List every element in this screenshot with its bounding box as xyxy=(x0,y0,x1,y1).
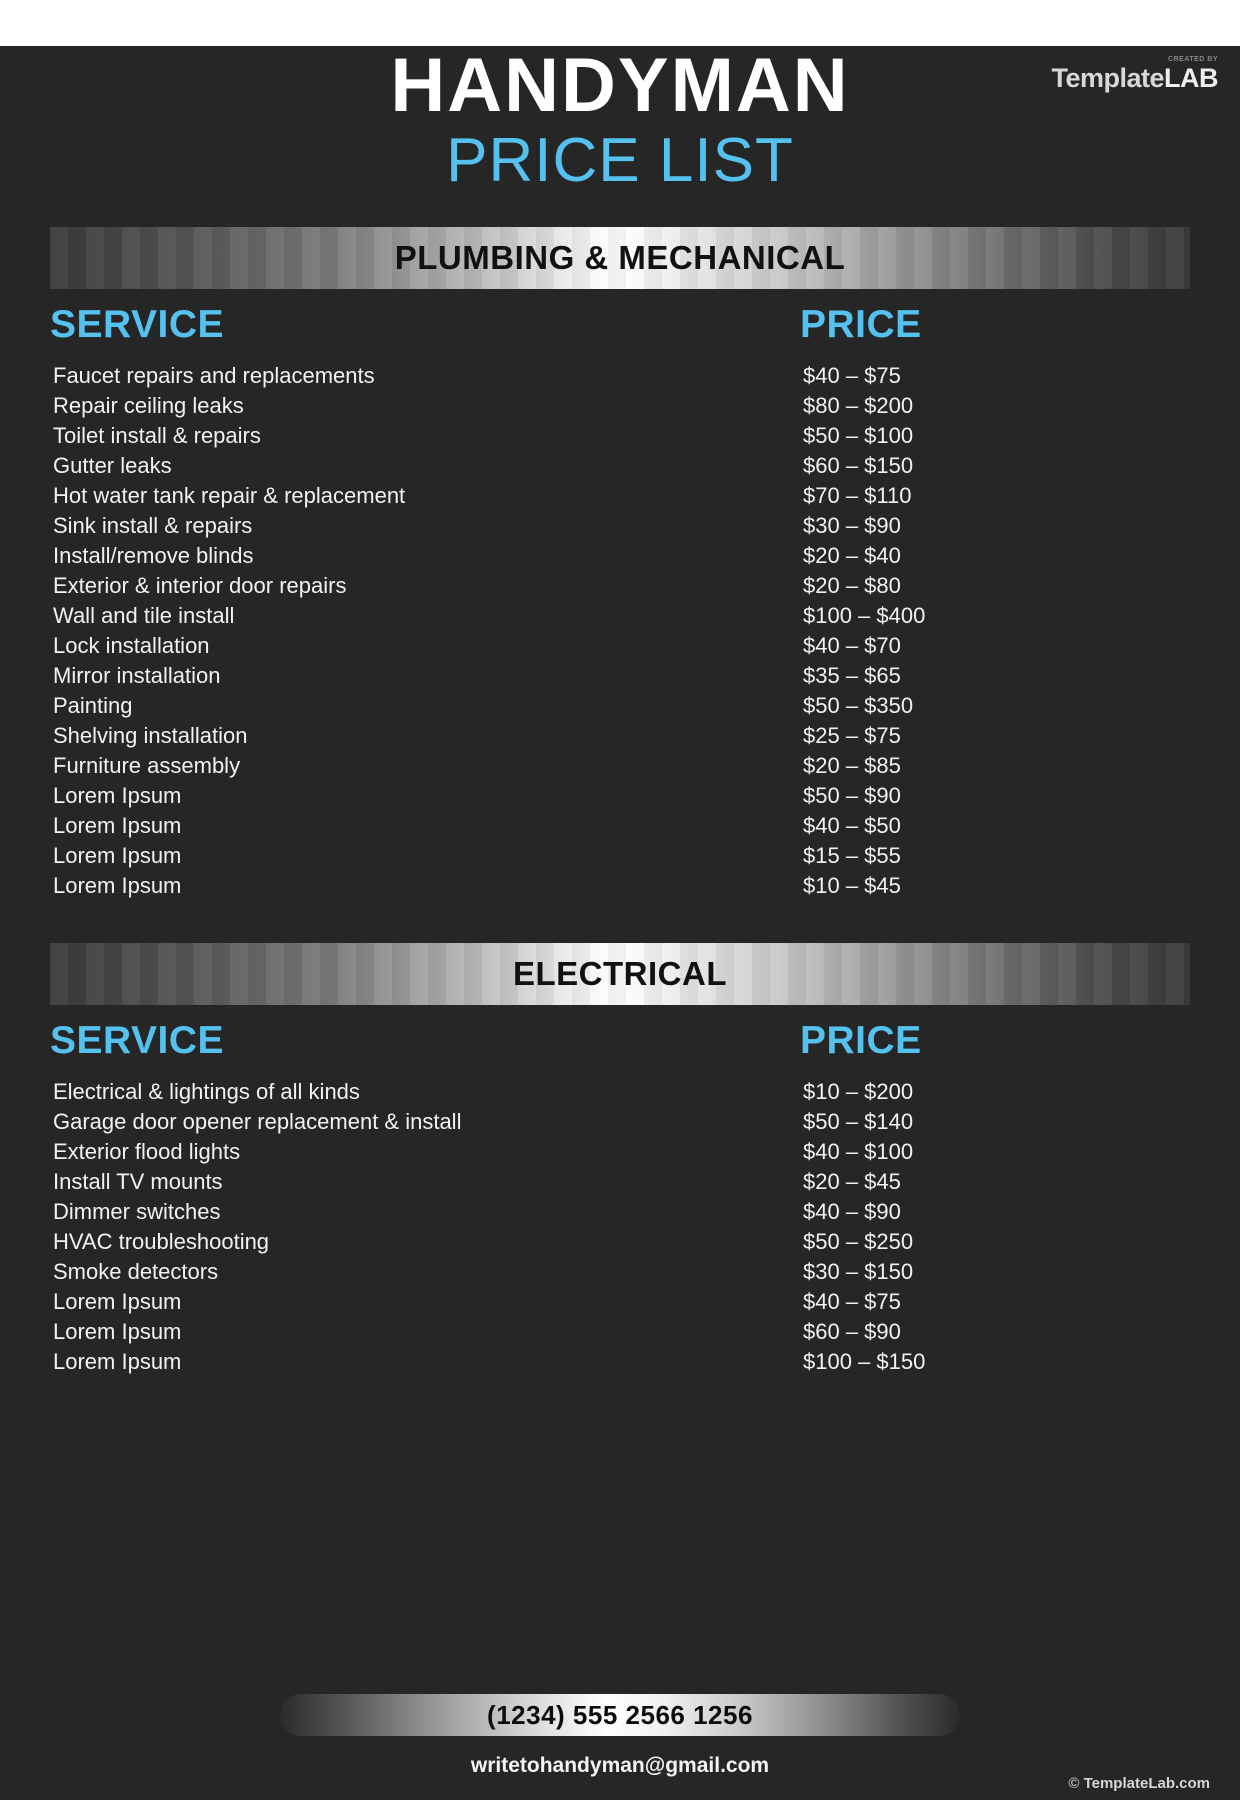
service-price: $25 – $75 xyxy=(803,722,901,748)
table-row xyxy=(50,1317,1190,1347)
logo-wordmark-lab: LAB xyxy=(1164,63,1218,93)
service-name: Dimmer switches xyxy=(53,1198,221,1224)
table-row xyxy=(50,1347,1190,1377)
logo-wordmark-template: Template xyxy=(1051,63,1164,93)
table-row xyxy=(50,421,1190,451)
price-list-page xyxy=(0,43,1240,1800)
service-price: $20 – $85 xyxy=(803,752,901,778)
service-name: Electrical & lightings of all kinds xyxy=(53,1078,360,1104)
copyright-notice xyxy=(1068,1775,1210,1792)
service-price: $40 – $50 xyxy=(803,812,901,838)
service-name: Gutter leaks xyxy=(53,452,172,478)
phone-pill xyxy=(280,1694,960,1736)
service-name: Install TV mounts xyxy=(53,1168,223,1194)
service-name: HVAC troubleshooting xyxy=(53,1228,270,1254)
table-row xyxy=(50,1227,1190,1257)
service-price: $20 – $40 xyxy=(803,542,901,568)
table-row xyxy=(50,541,1190,571)
service-name: Lorem Ipsum xyxy=(53,1318,182,1344)
service-name: Toilet install & repairs xyxy=(53,422,261,448)
price-table-electrical xyxy=(50,1005,1190,1377)
logo-wordmark xyxy=(1051,65,1218,92)
service-name: Exterior & interior door repairs xyxy=(53,572,347,598)
service-name: Shelving installation xyxy=(53,722,248,748)
service-name: Lorem Ipsum xyxy=(53,1348,182,1374)
table-row xyxy=(50,391,1190,421)
table-row xyxy=(50,1107,1190,1137)
table-row xyxy=(50,1287,1190,1317)
table-header-row xyxy=(50,1019,1190,1063)
section-banner-title: ELECTRICAL xyxy=(513,954,727,992)
copyright-symbol: © xyxy=(1068,1775,1084,1792)
table-row xyxy=(50,781,1190,811)
templatelab-logo xyxy=(1051,56,1218,92)
table-row xyxy=(50,691,1190,721)
service-price: $50 – $250 xyxy=(803,1228,914,1254)
service-name: Furniture assembly xyxy=(53,752,241,778)
service-price: $40 – $75 xyxy=(803,362,901,388)
table-row xyxy=(50,721,1190,751)
service-name: Hot water tank repair & replacement xyxy=(53,482,406,508)
table-row xyxy=(50,871,1190,901)
service-name: Wall and tile install xyxy=(53,602,235,628)
service-name: Lorem Ipsum xyxy=(53,1288,182,1314)
service-name: Lorem Ipsum xyxy=(53,782,182,808)
table-row xyxy=(50,361,1190,391)
section-banner-title: PLUMBING & MECHANICAL xyxy=(394,238,846,276)
table-row xyxy=(50,1137,1190,1167)
service-name: Lorem Ipsum xyxy=(53,812,182,838)
service-price: $20 – $45 xyxy=(803,1168,901,1194)
service-price: $60 – $150 xyxy=(803,452,914,478)
service-price: $60 – $90 xyxy=(803,1318,901,1344)
service-name: Mirror installation xyxy=(53,662,221,688)
service-price: $30 – $150 xyxy=(803,1258,914,1284)
contact-footer xyxy=(0,1694,1240,1778)
service-price: $40 – $75 xyxy=(803,1288,901,1314)
column-header-price: PRICE xyxy=(800,302,922,346)
service-price: $100 – $400 xyxy=(803,602,926,628)
service-name: Smoke detectors xyxy=(53,1258,219,1284)
service-price: $35 – $65 xyxy=(803,662,901,688)
column-header-service: SERVICE xyxy=(50,302,225,346)
service-name: Lorem Ipsum xyxy=(53,872,182,898)
table-row xyxy=(50,631,1190,661)
column-header-price: PRICE xyxy=(800,1018,922,1062)
service-price: $40 – $100 xyxy=(803,1138,914,1164)
service-price: $40 – $90 xyxy=(803,1198,901,1224)
table-row xyxy=(50,481,1190,511)
service-price: $100 – $150 xyxy=(803,1348,926,1374)
service-name: Lock installation xyxy=(53,632,210,658)
table-row xyxy=(50,1077,1190,1107)
table-row xyxy=(50,841,1190,871)
page-title: HANDYMAN xyxy=(390,43,850,128)
table-row xyxy=(50,451,1190,481)
service-price: $50 – $140 xyxy=(803,1108,914,1134)
page-subtitle: PRICE LIST xyxy=(446,125,794,195)
table-header-row xyxy=(50,303,1190,347)
table-row xyxy=(50,751,1190,781)
service-name: Painting xyxy=(53,692,133,718)
service-price: $10 – $200 xyxy=(803,1078,914,1104)
table-row xyxy=(50,1167,1190,1197)
table-row xyxy=(50,601,1190,631)
copyright-site: TemplateLab.com xyxy=(1083,1775,1210,1792)
service-price: $40 – $70 xyxy=(803,632,901,658)
service-price: $10 – $45 xyxy=(803,872,901,898)
service-name: Install/remove blinds xyxy=(53,542,254,568)
service-price: $50 – $100 xyxy=(803,422,914,448)
service-name: Repair ceiling leaks xyxy=(53,392,244,418)
price-table-plumbing xyxy=(50,289,1190,901)
table-row xyxy=(50,1197,1190,1227)
logo-created-by-label: CREATED BY xyxy=(1168,56,1218,63)
service-price: $20 – $80 xyxy=(803,572,901,598)
service-price: $50 – $90 xyxy=(803,782,901,808)
section-banner-electrical xyxy=(50,943,1190,1005)
email-address: writetohandyman@gmail.com xyxy=(470,1754,770,1777)
table-row xyxy=(50,1257,1190,1287)
table-row xyxy=(50,511,1190,541)
service-name: Faucet repairs and replacements xyxy=(53,362,375,388)
table-row xyxy=(50,571,1190,601)
service-name: Exterior flood lights xyxy=(53,1138,241,1164)
column-header-service: SERVICE xyxy=(50,1018,225,1062)
phone-number: (1234) 555 2566 1256 xyxy=(487,1699,753,1730)
service-price: $15 – $55 xyxy=(803,842,901,868)
service-name: Lorem Ipsum xyxy=(53,842,182,868)
service-price: $50 – $350 xyxy=(803,692,914,718)
service-price: $30 – $90 xyxy=(803,512,901,538)
service-price: $80 – $200 xyxy=(803,392,914,418)
section-banner-plumbing xyxy=(50,227,1190,289)
table-row xyxy=(50,811,1190,841)
service-name: Sink install & repairs xyxy=(53,512,253,538)
service-price: $70 – $110 xyxy=(803,482,912,508)
table-row xyxy=(50,661,1190,691)
service-name: Garage door opener replacement & install xyxy=(53,1108,462,1134)
